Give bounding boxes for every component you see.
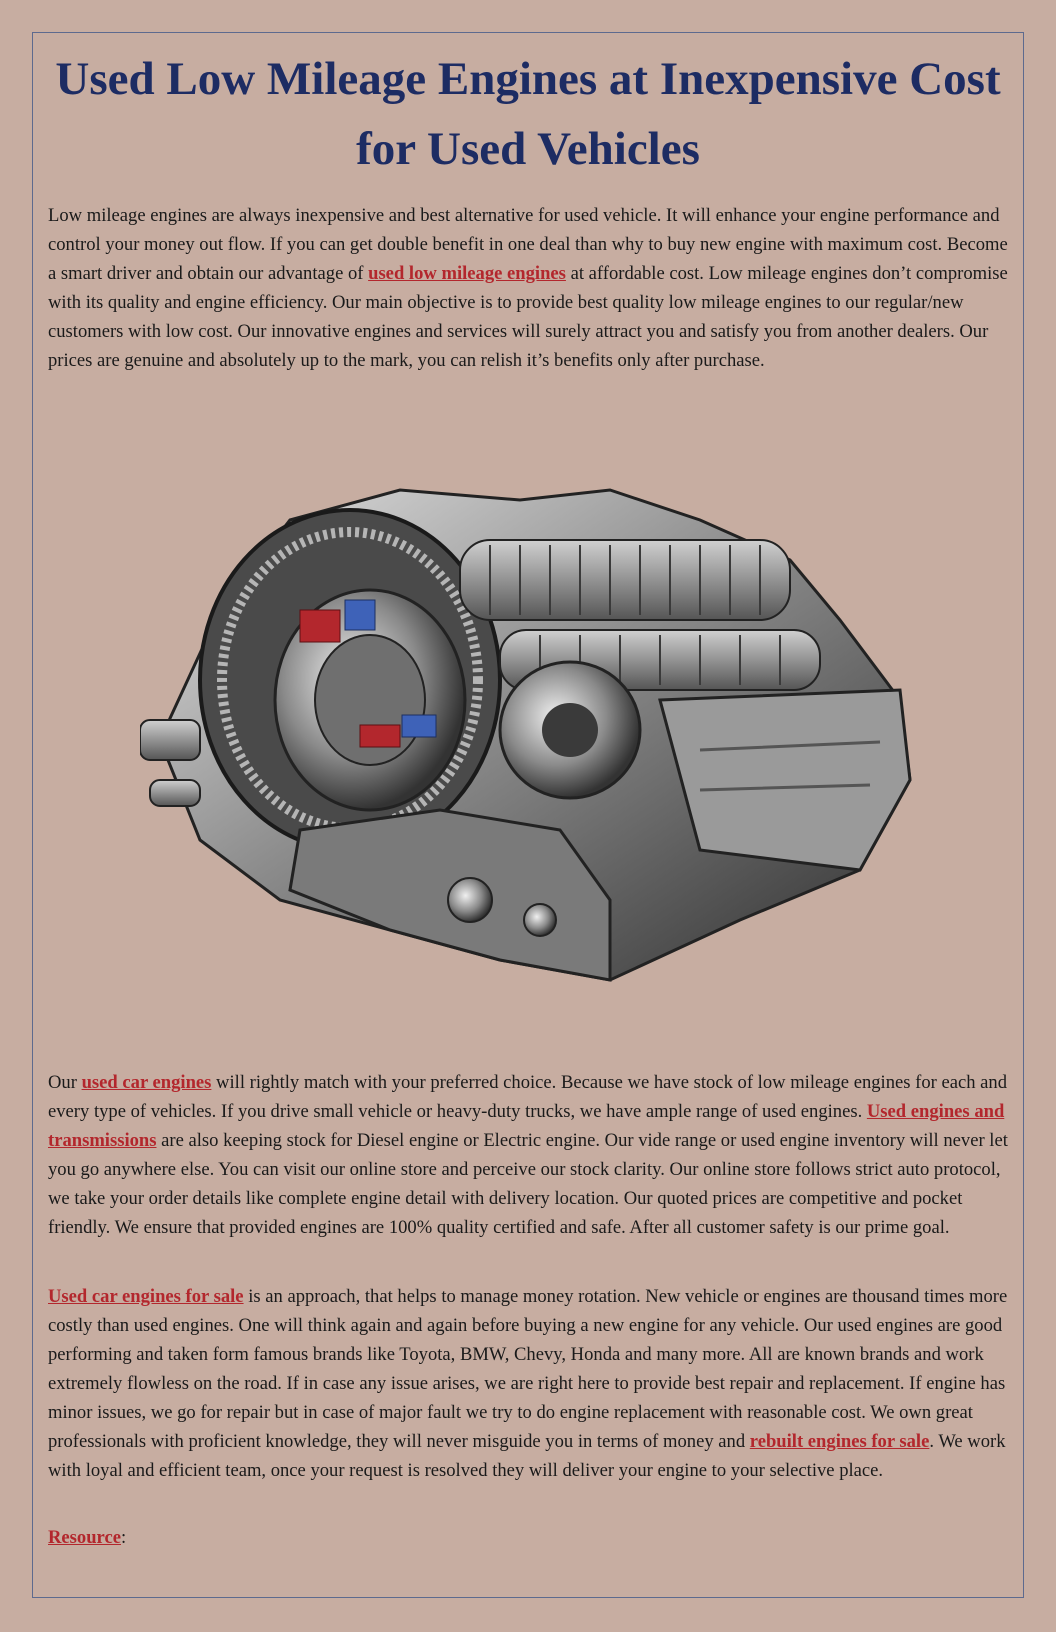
intro-paragraph xyxy=(48,201,1010,375)
used-car-engines-for-sale-link[interactable]: Used car engines for sale xyxy=(48,1286,244,1307)
resource-link[interactable]: Resource xyxy=(48,1527,121,1548)
stock-text-3: are also keeping stock for Diesel engine or Electric engine. Our vide range or used engine inventory will never let you go anywhere else. You can visit our online store and perceive our stock clarity. Our online store follows strict auto protocol, we take your order details like complete engine detail with delivery location. Our quoted prices are competitive and pocket friendly. We ensure that provided engines are 100% quality certified and safe. After all customer safety is our prime goal. xyxy=(48,1130,1008,1238)
resource-colon: : xyxy=(120,1527,127,1548)
stock-text-2: will rightly match with your preferred choice. Because we have stock of low mileage engines for each and every type of vehicles. If you drive small vehicle or heavy-duty trucks, we have ample range of used engines. xyxy=(48,1072,1008,1122)
sale-paragraph xyxy=(48,1282,1010,1485)
sale-text-1: is an approach, that helps to manage money rotation. New vehicle or engines are thousand times more costly than used engines. One will think again and again before buying a new engine for any vehicle. Our used engines are good performing and taken form famous brands like Toyota, BMW, Chevy, Honda and many more. All are known brands and work extremely flowless on the road. If in case any issue arises, we are right here to provide best repair and replacement. If engine has minor issues, we go for repair but in case of major fault we try to do engine replacement with reasonable cost. We own great professionals with proficient knowledge, they will never misguide you in terms of money and xyxy=(48,1286,1008,1452)
used-engines-and-transmissions-link[interactable]: Used engines and transmissions xyxy=(48,1101,1005,1151)
page-title: Used Low Mileage Engines at Inexpensive Cost for Used Vehicles xyxy=(55,53,1001,175)
intro-text-1: Low mileage engines are always inexpensive and best alternative for used vehicle. It will enhance your engine performance and control your money out flow. If you can get double benefit in one deal than why to buy new engine with maximum cost. Become a smart driver and obtain our advantage of xyxy=(48,205,1008,284)
used-low-mileage-engines-link[interactable]: used low mileage engines xyxy=(368,263,566,284)
rebuilt-engines-for-sale-link[interactable]: rebuilt engines for sale xyxy=(749,1431,930,1452)
stock-text-1: Our xyxy=(48,1072,82,1093)
used-car-engines-link[interactable]: used car engines xyxy=(81,1072,212,1093)
intro-text-2: at affordable cost. Low mileage engines don’t compromise with its quality and engine efficiency. Our main objective is to provide best quality low mileage engines to our regular/new customers with low cost. Our innovative engines and services will surely attract you and satisfy you from another dealers. Our prices are genuine and absolutely up to the mark, you can relish it’s benefits only after purchase. xyxy=(48,263,1008,371)
stock-paragraph xyxy=(48,1068,1010,1242)
sale-text-2: . We work with loyal and efficient team, once your request is resolved they will deliver your engine to your selective place. xyxy=(48,1431,1006,1481)
resource-line xyxy=(48,1523,1010,1552)
engine-transmission-cutaway-image xyxy=(140,450,940,1020)
